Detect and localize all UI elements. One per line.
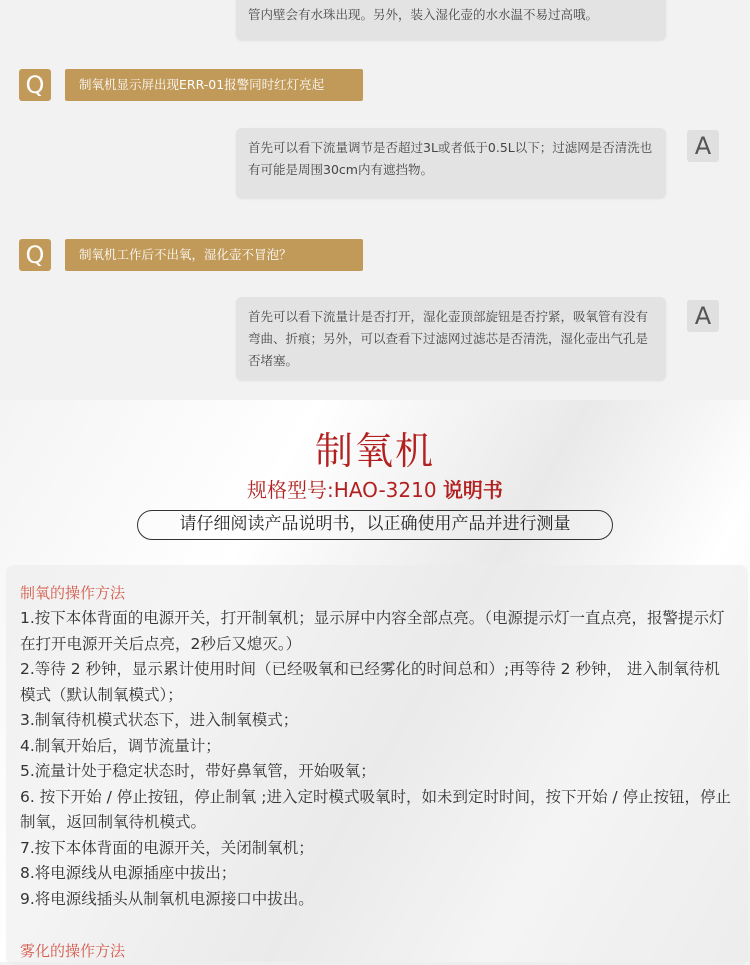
answer-text-1: 首先可以看下流量调节是否超过3L或者低于0.5L以下；过滤网是否清洗也有可能是周围30cm内有遮挡物。 — [248, 140, 653, 177]
step-item: 5.流量计处于稳定状态时，带好鼻氧管，开始吸氧； — [20, 762, 376, 780]
question-bar-1 — [65, 69, 363, 101]
answer-bubble-2 — [236, 297, 666, 380]
section-title-oxygen: 制氧的操作方法 — [20, 584, 126, 602]
answer-bubble-1 — [236, 128, 666, 198]
product-subtitle — [0, 474, 750, 503]
question-text-1: 制氧机显示屏出现ERR-01报警同时红灯亮起 — [79, 77, 325, 92]
manual-label: 说明书 — [442, 478, 503, 502]
question-icon: Q — [19, 239, 51, 271]
step-item: 8.将电源线从电源插座中拔出； — [20, 864, 237, 882]
answer-icon: A — [687, 130, 719, 162]
section-title-nebulize: 雾化的操作方法 — [20, 942, 126, 960]
step-item: 4.制氧开始后，调节流量计； — [20, 736, 221, 755]
read-notice: 请仔细阅读产品说明书，以正确使用产品并进行测量 — [137, 510, 613, 540]
answer-icon: A — [687, 300, 719, 332]
manual-section — [0, 400, 750, 962]
step-item: 2.等待 2 秒钟，显示累计使用时间（已经吸氧和已经雾化的时间总和）;再等待 2 秒钟， 进入制氧待机模式（默认制氧模式）； — [20, 660, 720, 704]
answer-text-2: 首先可以看下流量计是否打开，湿化壶顶部旋钮是否拧紧，吸氧管有没有弯曲、折痕；另外，可以查看下过滤网过滤芯是否清洗，湿化壶出气孔是否堵塞。 — [248, 309, 649, 368]
step-item: 9.将电源线插头从制氧机电源接口中拔出。 — [20, 889, 314, 908]
faq-section — [0, 0, 750, 400]
answer-bubble-top — [236, 0, 666, 40]
step-item: 3.制氧待机模式状态下，进入制氧模式； — [20, 711, 299, 729]
question-icon: Q — [19, 69, 51, 101]
product-title: 制氧机 — [314, 429, 435, 473]
step-item: 7.按下本体背面的电源开关，关闭制氧机； — [20, 838, 314, 857]
step-item: 1.按下本体背面的电源开关，打开制氧机；显示屏中内容全部点亮。（电源提示灯一直点亮，报警提示灯在打开电源开关后点亮，2秒后又熄灭。） — [20, 609, 725, 653]
question-text-2: 制氧机工作后不出氧，湿化壶不冒泡？ — [79, 247, 292, 262]
question-bar-2 — [65, 239, 363, 271]
oxygen-steps — [20, 606, 732, 912]
answer-text-top: 管内壁会有水珠出现。另外，装入湿化壶的水水温不易过高哦。 — [248, 7, 599, 22]
model-label: 规格型号:HAO-3210 — [247, 478, 437, 502]
step-item: 6. 按下开始 / 停止按钮，停止制氧 ;进入定时模式吸氧时，如未到定时时间，按下开始 / 停止按钮，停止制氧，返回制氧待机模式。 — [20, 787, 732, 831]
